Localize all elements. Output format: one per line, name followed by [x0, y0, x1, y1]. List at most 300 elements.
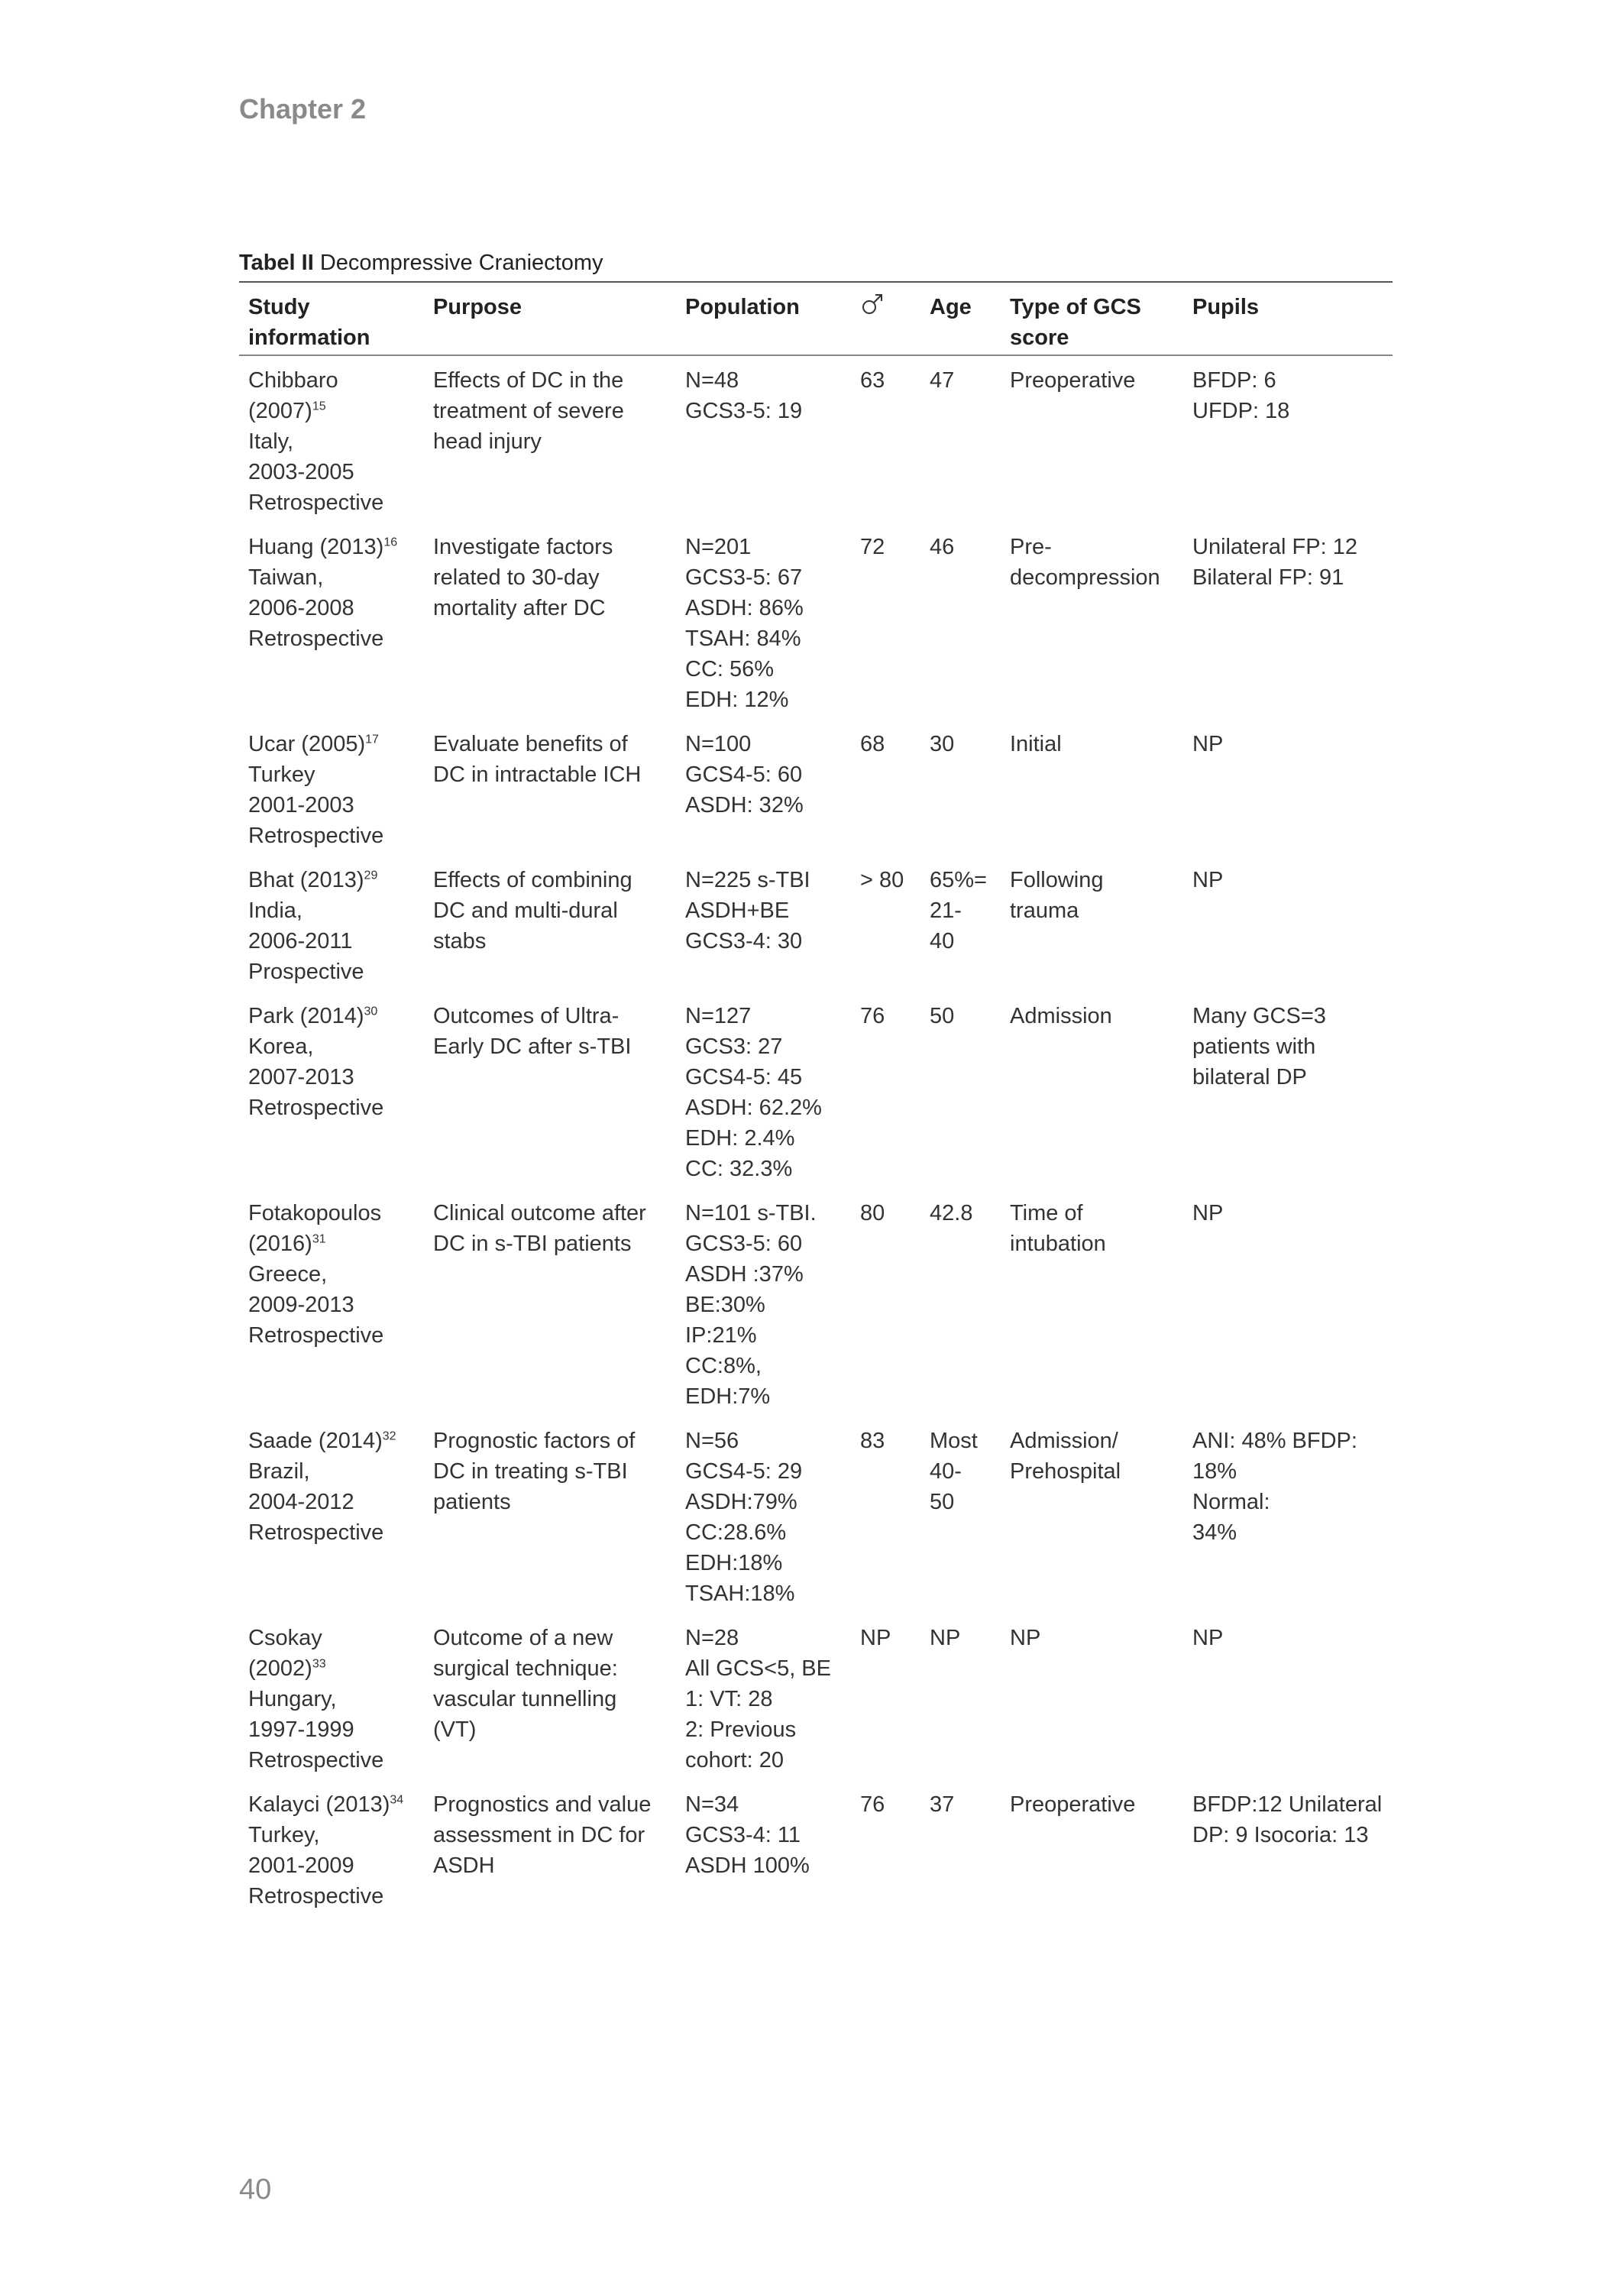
cell-text: GCS3-4: 11: [685, 1823, 801, 1847]
cell-line: [685, 1820, 842, 1850]
male-percent-cell: [851, 1189, 920, 1416]
cell-text: Retrospective: [248, 1748, 384, 1772]
purpose-cell: [424, 355, 676, 523]
cell-line: [685, 1001, 842, 1031]
gcs-type-cell: [1001, 992, 1183, 1189]
cell-text: patients with: [1192, 1034, 1316, 1059]
cell-text: Park (2014): [248, 1004, 364, 1028]
cell-text: N=225 s-TBI: [685, 868, 810, 892]
pupils-cell: [1183, 523, 1393, 720]
cell-line: [930, 1487, 992, 1517]
cell-text: 47: [930, 368, 955, 393]
cell-line: [1192, 1198, 1383, 1229]
cell-line: [860, 729, 911, 759]
cell-line: [930, 365, 992, 396]
cell-text: ASDH: 32%: [685, 793, 804, 817]
cell-text: 65%=: [930, 868, 987, 892]
cell-line: [685, 1745, 842, 1776]
cell-line: [248, 426, 415, 457]
cell-text: ASDH :37%: [685, 1262, 804, 1287]
cell-text: Outcome of a new: [433, 1626, 613, 1650]
population-cell: [676, 856, 851, 992]
cell-line: [248, 1745, 415, 1776]
cell-text: NP: [860, 1626, 891, 1650]
age-cell: [920, 992, 1001, 1189]
cell-line: [248, 487, 415, 518]
cell-text: trauma: [1010, 898, 1079, 923]
cell-text: 68: [860, 732, 885, 756]
cell-text: Hungary,: [248, 1687, 337, 1711]
gcs-type-cell: [1001, 856, 1183, 992]
cell-text: (VT): [433, 1717, 477, 1742]
cell-line: [1192, 1517, 1383, 1548]
purpose-cell: [424, 1614, 676, 1780]
pupils-cell: [1183, 355, 1393, 523]
cell-text: Retrospective: [248, 490, 384, 515]
cell-line: [685, 396, 842, 426]
cell-text: 46: [930, 535, 955, 559]
cell-text: Prehospital: [1010, 1459, 1121, 1484]
cell-line: [1192, 562, 1383, 593]
cell-line: [1010, 1198, 1174, 1229]
cell-line: [860, 1623, 911, 1653]
cell-text: 2009-2013: [248, 1293, 354, 1317]
cell-text: 42.8: [930, 1201, 973, 1225]
cell-line: [930, 1001, 992, 1031]
cell-line: [433, 1487, 667, 1517]
cell-line: [1010, 1789, 1174, 1820]
cell-line: [685, 593, 842, 623]
male-symbol-icon: [860, 292, 885, 316]
cell-line: [1010, 1623, 1174, 1653]
cell-text: Turkey,: [248, 1823, 320, 1847]
cell-line: [1192, 1487, 1383, 1517]
population-cell: [676, 1189, 851, 1416]
cell-text: N=56: [685, 1429, 739, 1453]
cell-line: [248, 821, 415, 851]
cell-line: [433, 365, 667, 396]
cell-text: Korea,: [248, 1034, 314, 1059]
cell-line: [930, 1789, 992, 1820]
cell-line: [1010, 365, 1174, 396]
cell-text: NP: [1192, 1201, 1224, 1225]
cell-text: patients: [433, 1490, 511, 1514]
population-cell: [676, 992, 851, 1189]
cell-text: ASDH: 86%: [685, 596, 804, 620]
cell-line: [1192, 1001, 1383, 1031]
cell-text: EDH: 2.4%: [685, 1126, 795, 1151]
cell-text: 76: [860, 1004, 885, 1028]
male-percent-cell: [851, 1614, 920, 1780]
cell-line: [685, 1548, 842, 1578]
cell-line: [248, 1093, 415, 1123]
cell-text: DP: 9 Isocoria: 13: [1192, 1823, 1369, 1847]
cell-line: [685, 1351, 842, 1381]
study-info-cell: [239, 1189, 424, 1416]
cell-text: 18%: [1192, 1459, 1237, 1484]
cell-text: surgical technique:: [433, 1656, 618, 1681]
table-row: [239, 1780, 1393, 1916]
cell-text: UFDP: 18: [1192, 399, 1290, 423]
table-caption: [239, 251, 603, 276]
male-percent-cell: [851, 720, 920, 856]
cell-text: NP: [1192, 868, 1224, 892]
cell-line: [685, 1517, 842, 1548]
cell-text: intubation: [1010, 1232, 1106, 1256]
reference-superscript: 31: [312, 1232, 326, 1246]
table-row: [239, 720, 1393, 856]
table-label: Tabel II: [239, 251, 314, 275]
purpose-cell: [424, 523, 676, 720]
cell-text: (2007): [248, 399, 312, 423]
cell-line: [930, 729, 992, 759]
cell-line: [685, 532, 842, 562]
cell-text: ASDH: [433, 1853, 495, 1878]
cell-line: [433, 593, 667, 623]
cell-text: Bilateral FP: 91: [1192, 565, 1344, 590]
cell-line: [248, 396, 415, 426]
table-title: Decompressive Craniectomy: [319, 251, 603, 275]
cell-text: Normal:: [1192, 1490, 1270, 1514]
cell-line: [1010, 1456, 1174, 1487]
cell-line: [248, 1062, 415, 1093]
cell-line: [685, 685, 842, 715]
cell-text: vascular tunnelling: [433, 1687, 617, 1711]
cell-line: [433, 1001, 667, 1031]
table-row: [239, 992, 1393, 1189]
cell-text: 2001-2009: [248, 1853, 354, 1878]
population-cell: [676, 720, 851, 856]
cell-line: [1192, 1820, 1383, 1850]
cell-line: [1192, 865, 1383, 895]
gcs-type-cell: [1001, 1614, 1183, 1780]
age-cell: [920, 1189, 1001, 1416]
cell-line: [433, 1820, 667, 1850]
cell-line: [1192, 1789, 1383, 1820]
cell-line: [685, 1093, 842, 1123]
male-percent-cell: [851, 1416, 920, 1614]
cell-text: Preoperative: [1010, 368, 1136, 393]
cell-text: Time of: [1010, 1201, 1083, 1225]
cell-line: [685, 1320, 842, 1351]
age-cell: [920, 1416, 1001, 1614]
cell-text: N=48: [685, 368, 739, 393]
reference-superscript: 15: [312, 400, 326, 413]
cell-text: 30: [930, 732, 955, 756]
cell-text: Retrospective: [248, 1096, 384, 1120]
cell-text: Initial: [1010, 732, 1062, 756]
cell-line: [248, 457, 415, 487]
cell-text: Following: [1010, 868, 1104, 892]
cell-line: [1010, 1001, 1174, 1031]
cell-text: CC: 32.3%: [685, 1157, 793, 1181]
cell-line: [433, 1850, 667, 1881]
cell-text: Taiwan,: [248, 565, 324, 590]
cell-line: [685, 562, 842, 593]
cell-text: Clinical outcome after: [433, 1201, 646, 1225]
male-percent-cell: [851, 992, 920, 1189]
study-info-cell: [239, 992, 424, 1189]
age-cell: [920, 1780, 1001, 1916]
cell-line: [685, 1062, 842, 1093]
gcs-type-cell: [1001, 1780, 1183, 1916]
cell-text: Investigate factors: [433, 535, 613, 559]
cell-line: [860, 1198, 911, 1229]
cell-line: [860, 532, 911, 562]
cell-line: [433, 1714, 667, 1745]
cell-line: [248, 1714, 415, 1745]
cell-text: Preoperative: [1010, 1792, 1136, 1817]
cell-line: [860, 1426, 911, 1456]
cell-text: Admission/: [1010, 1429, 1118, 1453]
cell-line: [248, 1320, 415, 1351]
cell-line: [248, 895, 415, 926]
cell-text: BFDP: 6: [1192, 368, 1276, 393]
cell-text: cohort: 20: [685, 1748, 784, 1772]
reference-superscript: 33: [312, 1657, 326, 1671]
cell-text: ANI: 48% BFDP:: [1192, 1429, 1357, 1453]
study-info-cell: [239, 523, 424, 720]
cell-text: DC in treating s-TBI: [433, 1459, 628, 1484]
cell-text: N=34: [685, 1792, 739, 1817]
cell-text: Prospective: [248, 960, 364, 984]
cell-text: GCS3-5: 67: [685, 565, 803, 590]
col-study-information: Study information: [239, 283, 424, 355]
cell-text: Huang (2013): [248, 535, 384, 559]
cell-line: [685, 1487, 842, 1517]
cell-line: [1192, 396, 1383, 426]
age-cell: [920, 1614, 1001, 1780]
population-cell: [676, 1416, 851, 1614]
cell-text: ASDH:79%: [685, 1490, 797, 1514]
cell-line: [248, 1229, 415, 1259]
cell-text: Early DC after s-TBI: [433, 1034, 632, 1059]
cell-line: [433, 895, 667, 926]
cell-line: [930, 532, 992, 562]
cell-line: [685, 1850, 842, 1881]
cell-text: related to 30-day: [433, 565, 600, 590]
cell-line: [248, 1881, 415, 1912]
cell-line: [685, 1578, 842, 1609]
cell-text: Turkey: [248, 762, 315, 787]
cell-text: 21-: [930, 898, 962, 923]
cell-line: [930, 865, 992, 895]
cell-text: BE:30%: [685, 1293, 765, 1317]
cell-text: EDH:7%: [685, 1384, 771, 1409]
cell-line: [685, 1714, 842, 1745]
cell-text: Retrospective: [248, 824, 384, 848]
cell-line: [433, 396, 667, 426]
cell-text: head injury: [433, 429, 542, 454]
study-info-cell: [239, 1614, 424, 1780]
cell-text: ASDH+BE: [685, 898, 790, 923]
reference-superscript: 30: [364, 1005, 378, 1018]
cell-text: 2001-2003: [248, 793, 354, 817]
cell-text: 50: [930, 1004, 955, 1028]
cell-text: NP: [930, 1626, 961, 1650]
col-population: Population: [676, 283, 851, 355]
table-row: [239, 1416, 1393, 1614]
cell-line: [248, 957, 415, 987]
cell-line: [248, 1259, 415, 1290]
col-gcs-type: Type of GCS score: [1001, 283, 1183, 355]
cell-line: [248, 790, 415, 821]
cell-text: CC: 56%: [685, 657, 775, 681]
table-row: [239, 355, 1393, 523]
cell-text: GCS3-5: 60: [685, 1232, 803, 1256]
cell-text: Retrospective: [248, 1323, 384, 1348]
cell-text: Outcomes of Ultra-: [433, 1004, 620, 1028]
cell-line: [860, 1001, 911, 1031]
cell-text: N=101 s-TBI.: [685, 1201, 817, 1225]
study-info-cell: [239, 720, 424, 856]
cell-text: 2006-2008: [248, 596, 354, 620]
table-row: [239, 523, 1393, 720]
cell-line: [685, 1031, 842, 1062]
pupils-cell: [1183, 856, 1393, 992]
cell-line: [1192, 1623, 1383, 1653]
cell-line: [248, 1820, 415, 1850]
cell-text: 50: [930, 1490, 955, 1514]
cell-line: [248, 1426, 415, 1456]
cell-line: [433, 926, 667, 957]
cell-line: [248, 593, 415, 623]
cell-line: [685, 1154, 842, 1184]
cell-line: [248, 532, 415, 562]
cell-line: [685, 654, 842, 685]
study-info-cell: [239, 1780, 424, 1916]
cell-text: Italy,: [248, 429, 294, 454]
cell-line: [248, 1789, 415, 1820]
cell-line: [1010, 865, 1174, 895]
male-percent-cell: [851, 355, 920, 523]
gcs-type-cell: [1001, 355, 1183, 523]
cell-text: Saade (2014): [248, 1429, 383, 1453]
cell-text: NP: [1010, 1626, 1041, 1650]
cell-line: [433, 1229, 667, 1259]
cell-line: [860, 365, 911, 396]
cell-text: GCS3: 27: [685, 1034, 783, 1059]
cell-text: ASDH: 62.2%: [685, 1096, 822, 1120]
col-male: [851, 283, 920, 355]
cell-text: DC in s-TBI patients: [433, 1232, 632, 1256]
cell-line: [433, 532, 667, 562]
cell-text: 40: [930, 929, 955, 953]
table-row: [239, 1189, 1393, 1416]
cell-text: GCS4-5: 60: [685, 762, 803, 787]
cell-line: [248, 1001, 415, 1031]
cell-line: [685, 790, 842, 821]
cell-text: 63: [860, 368, 885, 393]
cell-text: (2016): [248, 1232, 312, 1256]
cell-text: stabs: [433, 929, 487, 953]
cell-text: N=100: [685, 732, 752, 756]
cell-line: [930, 1426, 992, 1456]
cell-line: [433, 1426, 667, 1456]
cell-line: [248, 759, 415, 790]
cell-text: CC:28.6%: [685, 1520, 787, 1545]
cell-line: [248, 1653, 415, 1684]
gcs-type-cell: [1001, 523, 1183, 720]
cell-line: [685, 1684, 842, 1714]
cell-line: [433, 426, 667, 457]
cell-line: [685, 1426, 842, 1456]
purpose-cell: [424, 1189, 676, 1416]
cell-line: [433, 729, 667, 759]
cell-line: [248, 365, 415, 396]
cell-line: [248, 1290, 415, 1320]
pupils-cell: [1183, 992, 1393, 1189]
cell-line: [685, 759, 842, 790]
col-pupils: Pupils: [1183, 283, 1393, 355]
cell-text: Pre-: [1010, 535, 1052, 559]
cell-text: assessment in DC for: [433, 1823, 645, 1847]
cell-line: [433, 1653, 667, 1684]
study-info-cell: [239, 856, 424, 992]
cell-text: Ucar (2005): [248, 732, 366, 756]
cell-line: [1010, 895, 1174, 926]
study-info-cell: [239, 1416, 424, 1614]
cell-text: Many GCS=3: [1192, 1004, 1326, 1028]
purpose-cell: [424, 1780, 676, 1916]
cell-line: [1010, 562, 1174, 593]
cell-line: [433, 1789, 667, 1820]
cell-text: 37: [930, 1792, 955, 1817]
page-number: 40: [239, 2174, 272, 2206]
cell-text: Admission: [1010, 1004, 1112, 1028]
cell-text: 72: [860, 535, 885, 559]
cell-text: 1: VT: 28: [685, 1687, 773, 1711]
cell-line: [248, 1031, 415, 1062]
cell-line: [1010, 532, 1174, 562]
cell-line: [248, 1198, 415, 1229]
cell-line: [860, 865, 911, 895]
cell-text: Evaluate benefits of: [433, 732, 628, 756]
cell-line: [248, 1850, 415, 1881]
cell-text: 2007-2013: [248, 1065, 354, 1089]
purpose-cell: [424, 1416, 676, 1614]
male-percent-cell: [851, 856, 920, 992]
cell-text: 40-: [930, 1459, 962, 1484]
cell-line: [248, 1487, 415, 1517]
purpose-cell: [424, 856, 676, 992]
male-percent-cell: [851, 523, 920, 720]
cell-line: [930, 1456, 992, 1487]
cell-text: BFDP:12 Unilateral: [1192, 1792, 1383, 1817]
col-age: Age: [920, 283, 1001, 355]
cell-text: Effects of DC in the: [433, 368, 624, 393]
header-row: [239, 283, 1393, 355]
cell-text: Chibbaro: [248, 368, 338, 393]
cell-text: > 80: [860, 868, 904, 892]
cell-text: 2: Previous: [685, 1717, 797, 1742]
cell-text: Greece,: [248, 1262, 328, 1287]
cell-text: N=28: [685, 1626, 739, 1650]
pupils-cell: [1183, 1189, 1393, 1416]
cell-line: [248, 865, 415, 895]
cell-line: [433, 1684, 667, 1714]
cell-line: [1010, 1426, 1174, 1456]
cell-text: 1997-1999: [248, 1717, 354, 1742]
reference-superscript: 32: [382, 1429, 396, 1443]
cell-text: EDH:18%: [685, 1551, 783, 1575]
cell-line: [685, 729, 842, 759]
cell-text: All GCS<5, BE: [685, 1656, 831, 1681]
cell-line: [1192, 1062, 1383, 1093]
cell-text: EDH: 12%: [685, 688, 789, 712]
cell-line: [685, 623, 842, 654]
cell-line: [433, 1031, 667, 1062]
